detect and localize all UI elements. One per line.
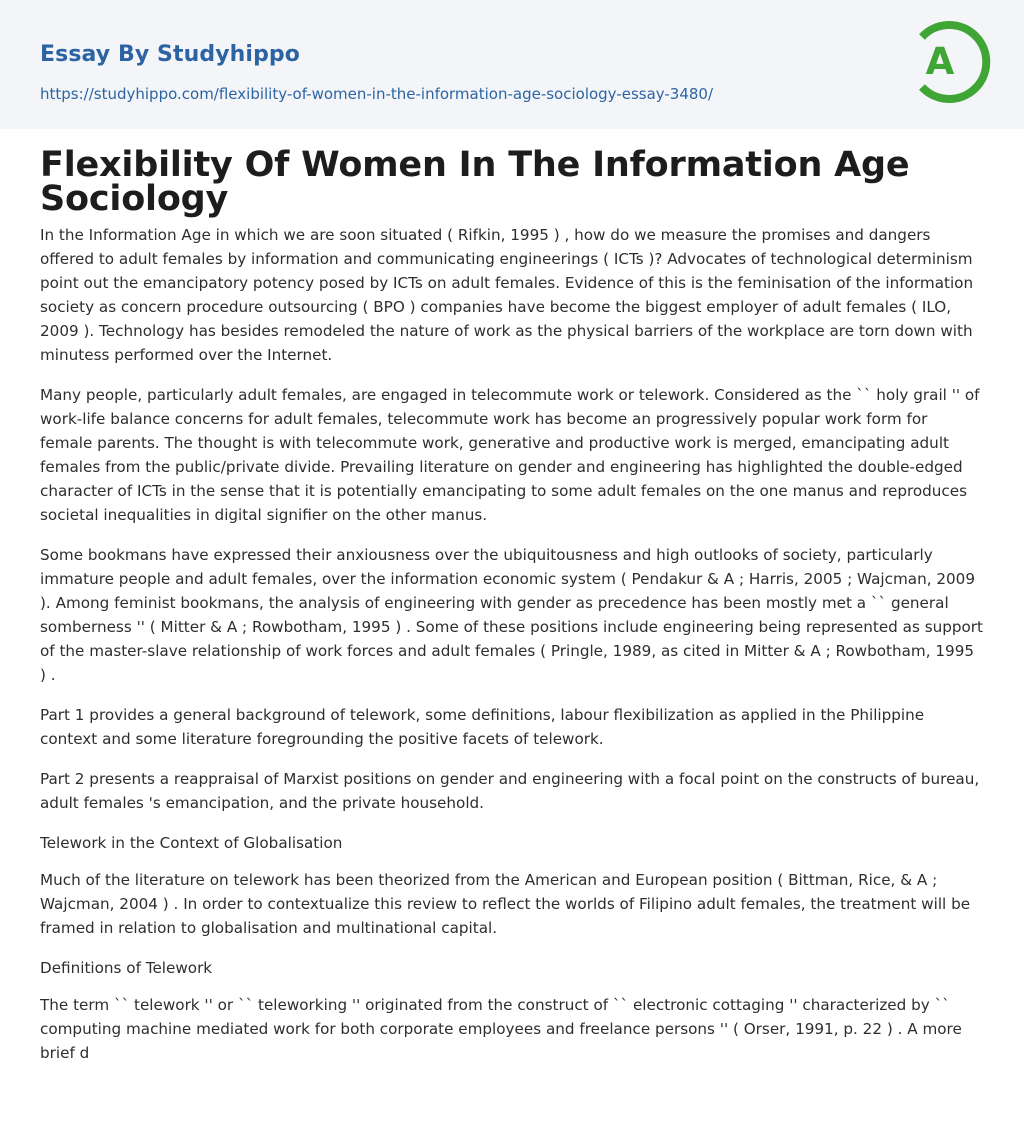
- site-title[interactable]: Essay By Studyhippo: [40, 42, 300, 67]
- essay-paragraph: Part 1 provides a general background of telework, some definitions, labour flexibilization as applied in the Philippine context and some literature foregrounding the positive facets of telework.: [40, 706, 925, 748]
- essay-content: [40, 145, 984, 1081]
- section-heading-globalisation: Telework in the Context of Globalisation: [40, 834, 343, 852]
- logo-letter: A: [925, 40, 955, 83]
- essay-paragraph: Part 2 presents a reappraisal of Marxist positions on gender and engineering with a focal point on the constructs of bureau, adult females 's emancipation, and the private household.: [40, 770, 980, 812]
- essay-paragraph: The term `` telework '' or `` teleworking '' originated from the construct of `` electronic cottaging '' characterized by `` computing machine mediated work for both corporate employees and freelance persons '' ( Orser, 1991, p. 22 ) . A more brief d: [40, 996, 962, 1062]
- essay-paragraph: In the Information Age in which we are soon situated ( Rifkin, 1995 ) , how do we measure the promises and dangers offered to adult females by information and communicating engineerings ( ICTs )? Advocates of technological determinism point out the emancipatory potency posed by ICTs on adult females. Evidence of this is the feminisation of the information society as concern procedure outsourcing ( BPO ) companies have become the biggest employer of adult females ( ILO, 2009 ). Technology has besides remodeled the nature of work as the physical barriers of the workplace are torn down with minutess performed over the Internet.: [40, 226, 974, 364]
- essay-paragraph: Many people, particularly adult females, are engaged in telecommute work or telework. Considered as the `` holy grail '' of work-life balance concerns for adult females, telecommute work has become an progressively popular work form for female parents. The thought is with telecommute work, generative and productive work is merged, emancipating adult females from the public/private divide. Prevailing literature on gender and engineering has highlighted the double-edged character of ICTs in the sense that it is potentially emancipating to some adult females on the one manus and reproduces societal inequalities in digital signifier on the other manus.: [40, 386, 980, 524]
- essay-paragraph: Much of the literature on telework has been theorized from the American and European position ( Bittman, Rice, & A ; Wajcman, 2004 ) . In order to contextualize this review to reflect the worlds of Filipino adult females, the treatment will be framed in relation to globalisation and multinational capital.: [40, 871, 971, 937]
- studyhippo-logo-icon[interactable]: [906, 19, 992, 105]
- essay-url-link[interactable]: https://studyhippo.com/flexibility-of-women-in-the-information-age-sociology-essay-3480/: [40, 85, 714, 103]
- section-heading-definitions: Definitions of Telework: [40, 959, 213, 977]
- site-header: [0, 0, 1024, 129]
- essay-title: Flexibility Of Women In The Information Age Sociology: [40, 145, 910, 219]
- essay-paragraph: Some bookmans have expressed their anxiousness over the ubiquitousness and high outlooks of society, particularly immature people and adult females, over the information economic system ( Pendakur & A ; Harris, 2005 ; Wajcman, 2009 ). Among feminist bookmans, the analysis of engineering with gender as precedence has been mostly met a `` general somberness '' ( Mitter & A ; Rowbotham, 1995 ) . Some of these positions include engineering being represented as support of the master-slave relationship of work forces and adult females ( Pringle, 1989, as cited in Mitter & A ; Rowbotham, 1995 ) .: [40, 546, 984, 684]
